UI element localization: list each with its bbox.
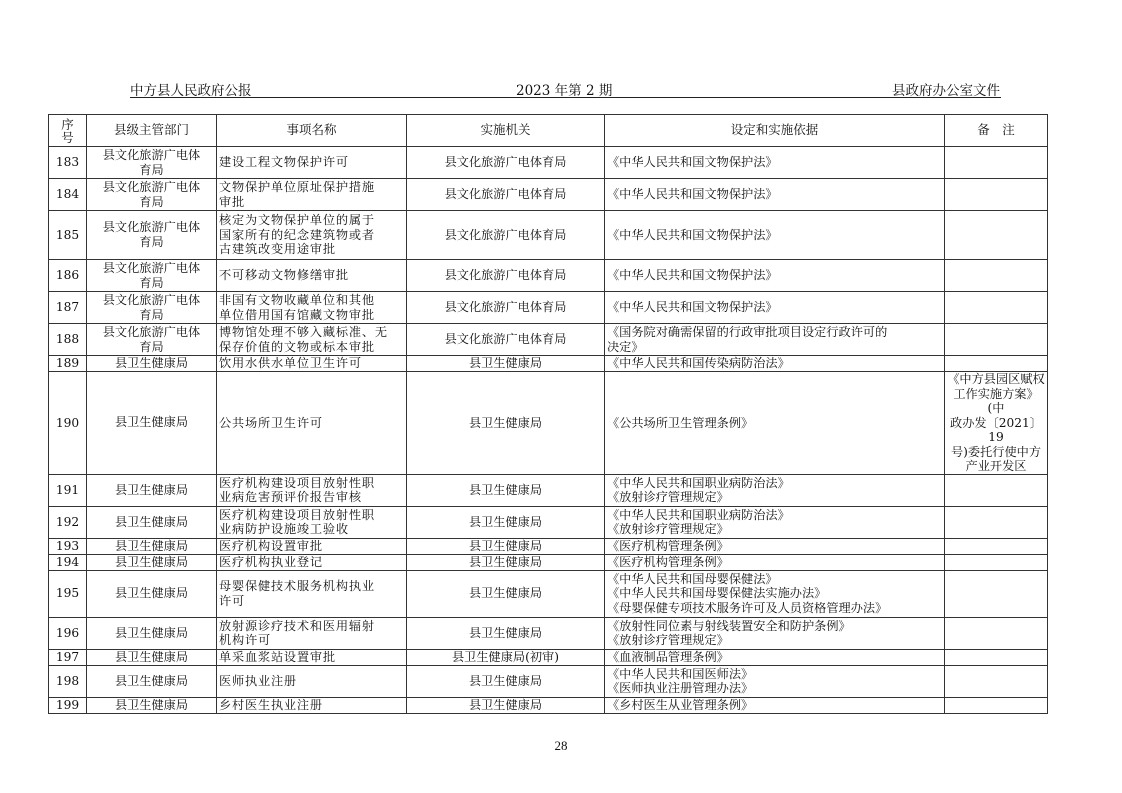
row-item-name: 公共场所卫生许可 [217, 372, 407, 475]
row-department: 县卫生健康局 [87, 697, 217, 713]
row-department: 县卫生健康局 [87, 665, 217, 697]
row-department: 县卫生健康局 [87, 356, 217, 372]
row-agency: 县文化旅游广电体育局 [407, 211, 605, 260]
row-item-name: 医疗机构设置审批 [217, 538, 407, 554]
row-number: 198 [49, 665, 87, 697]
row-department: 县文化旅游广电体 育局 [87, 147, 217, 179]
row-basis: 《中华人民共和国职业病防治法》 《放射诊疗管理规定》 [605, 474, 945, 506]
row-number: 199 [49, 697, 87, 713]
row-number: 188 [49, 324, 87, 356]
row-basis: 《中华人民共和国文物保护法》 [605, 147, 945, 179]
row-note [945, 147, 1048, 179]
table-row [49, 147, 1048, 179]
col-header-item: 事项名称 [217, 115, 407, 147]
table-row [49, 356, 1048, 372]
row-department: 县卫生健康局 [87, 649, 217, 665]
row-department: 县卫生健康局 [87, 372, 217, 475]
row-basis: 《中华人民共和国文物保护法》 [605, 292, 945, 324]
row-department: 县卫生健康局 [87, 617, 217, 649]
row-item-name: 博物馆处理不够入藏标准、无 保存价值的文物或标本审批 [217, 324, 407, 356]
row-department: 县卫生健康局 [87, 538, 217, 554]
row-number: 197 [49, 649, 87, 665]
header-section: 县政府办公室文件 [892, 83, 1000, 99]
row-agency: 县卫生健康局 [407, 372, 605, 475]
row-department: 县卫生健康局 [87, 506, 217, 538]
row-agency: 县卫生健康局 [407, 570, 605, 617]
row-department: 县卫生健康局 [87, 554, 217, 570]
header-publication-title: 中方县人民政府公报 [130, 83, 252, 99]
row-note [945, 538, 1048, 554]
table-row [49, 538, 1048, 554]
table-row [49, 260, 1048, 292]
table-row [49, 506, 1048, 538]
row-basis: 《国务院对确需保留的行政审批项目设定行政许可的 决定》 [605, 324, 945, 356]
table-row [49, 179, 1048, 211]
row-agency: 县卫生健康局 [407, 665, 605, 697]
row-basis: 《中华人民共和国母婴保健法》 《中华人民共和国母婴保健法实施办法》 《母婴保健专项技术服务许可及人员资格管理办法》 [605, 570, 945, 617]
row-note [945, 260, 1048, 292]
table-row [49, 649, 1048, 665]
row-agency: 县卫生健康局 [407, 697, 605, 713]
row-number: 196 [49, 617, 87, 649]
row-basis: 《放射性同位素与射线装置安全和防护条例》 《放射诊疗管理规定》 [605, 617, 945, 649]
row-department: 县卫生健康局 [87, 570, 217, 617]
row-agency: 县卫生健康局 [407, 474, 605, 506]
col-header-agency: 实施机关 [407, 115, 605, 147]
row-item-name: 建设工程文物保护许可 [217, 147, 407, 179]
table-row [49, 554, 1048, 570]
row-number: 183 [49, 147, 87, 179]
col-header-basis: 设定和实施依据 [605, 115, 945, 147]
row-agency: 县卫生健康局(初审) [407, 649, 605, 665]
row-note [945, 356, 1048, 372]
row-department: 县文化旅游广电体 育局 [87, 211, 217, 260]
table-row [49, 292, 1048, 324]
row-department: 县文化旅游广电体 育局 [87, 324, 217, 356]
row-basis: 《医疗机构管理条例》 [605, 538, 945, 554]
table-header-row [49, 115, 1048, 147]
col-header-dept: 县级主管部门 [87, 115, 217, 147]
row-basis: 《中华人民共和国职业病防治法》 《放射诊疗管理规定》 [605, 506, 945, 538]
row-basis: 《公共场所卫生管理条例》 [605, 372, 945, 475]
row-note [945, 697, 1048, 713]
row-note [945, 179, 1048, 211]
row-item-name: 乡村医生执业注册 [217, 697, 407, 713]
row-agency: 县文化旅游广电体育局 [407, 260, 605, 292]
row-item-name: 饮用水供水单位卫生许可 [217, 356, 407, 372]
running-header [130, 79, 1000, 97]
row-department: 县卫生健康局 [87, 474, 217, 506]
col-header-no: 序 号 [49, 115, 87, 147]
row-basis: 《中华人民共和国医师法》 《医师执业注册管理办法》 [605, 665, 945, 697]
row-item-name: 核定为文物保护单位的属于 国家所有的纪念建筑物或者 古建筑改变用途审批 [217, 211, 407, 260]
row-item-name: 医师执业注册 [217, 665, 407, 697]
row-basis: 《中华人民共和国文物保护法》 [605, 211, 945, 260]
row-basis: 《中华人民共和国传染病防治法》 [605, 356, 945, 372]
row-number: 192 [49, 506, 87, 538]
row-note [945, 474, 1048, 506]
row-number: 186 [49, 260, 87, 292]
row-note [945, 617, 1048, 649]
row-item-name: 医疗机构执业登记 [217, 554, 407, 570]
row-basis: 《中华人民共和国文物保护法》 [605, 260, 945, 292]
row-number: 184 [49, 179, 87, 211]
row-agency: 县卫生健康局 [407, 538, 605, 554]
row-note [945, 665, 1048, 697]
page-number: 28 [554, 738, 568, 753]
row-note [945, 570, 1048, 617]
col-header-note: 备 注 [945, 115, 1048, 147]
row-agency: 县文化旅游广电体育局 [407, 179, 605, 211]
row-number: 195 [49, 570, 87, 617]
row-basis: 《血液制品管理条例》 [605, 649, 945, 665]
row-number: 193 [49, 538, 87, 554]
row-number: 190 [49, 372, 87, 475]
row-item-name: 放射源诊疗技术和医用辐射 机构许可 [217, 617, 407, 649]
row-agency: 县卫生健康局 [407, 356, 605, 372]
table-row [49, 570, 1048, 617]
row-basis: 《中华人民共和国文物保护法》 [605, 179, 945, 211]
row-note [945, 324, 1048, 356]
row-agency: 县卫生健康局 [407, 506, 605, 538]
row-note: 《中方县园区赋权 工作实施方案》(中 政办发〔2021〕19 号)委托行使中方 产业开发区 [945, 372, 1048, 475]
row-item-name: 非国有文物收藏单位和其他 单位借用国有馆藏文物审批 [217, 292, 407, 324]
header-rule [130, 97, 1001, 98]
row-agency: 县文化旅游广电体育局 [407, 147, 605, 179]
table-row [49, 324, 1048, 356]
table-row [49, 211, 1048, 260]
row-item-name: 文物保护单位原址保护措施 审批 [217, 179, 407, 211]
row-item-name: 医疗机构建设项目放射性职 业病防护设施竣工验收 [217, 506, 407, 538]
row-note [945, 292, 1048, 324]
row-number: 191 [49, 474, 87, 506]
row-item-name: 医疗机构建设项目放射性职 业病危害预评价报告审核 [217, 474, 407, 506]
row-note [945, 554, 1048, 570]
approval-items-table [48, 114, 1048, 714]
row-basis: 《医疗机构管理条例》 [605, 554, 945, 570]
table-row [49, 697, 1048, 713]
row-number: 187 [49, 292, 87, 324]
row-number: 194 [49, 554, 87, 570]
row-item-name: 单采血浆站设置审批 [217, 649, 407, 665]
row-agency: 县卫生健康局 [407, 554, 605, 570]
table-row [49, 617, 1048, 649]
row-note [945, 211, 1048, 260]
row-number: 189 [49, 356, 87, 372]
row-basis: 《乡村医生从业管理条例》 [605, 697, 945, 713]
table-row [49, 474, 1048, 506]
row-number: 185 [49, 211, 87, 260]
table-row [49, 372, 1048, 475]
row-department: 县文化旅游广电体 育局 [87, 179, 217, 211]
row-agency: 县文化旅游广电体育局 [407, 292, 605, 324]
row-agency: 县卫生健康局 [407, 617, 605, 649]
row-item-name: 不可移动文物修缮审批 [217, 260, 407, 292]
header-issue: 2023 年第 2 期 [516, 83, 613, 99]
row-department: 县文化旅游广电体 育局 [87, 260, 217, 292]
row-note [945, 506, 1048, 538]
row-note [945, 649, 1048, 665]
row-department: 县文化旅游广电体 育局 [87, 292, 217, 324]
row-item-name: 母婴保健技术服务机构执业 许可 [217, 570, 407, 617]
table-row [49, 665, 1048, 697]
row-agency: 县文化旅游广电体育局 [407, 324, 605, 356]
